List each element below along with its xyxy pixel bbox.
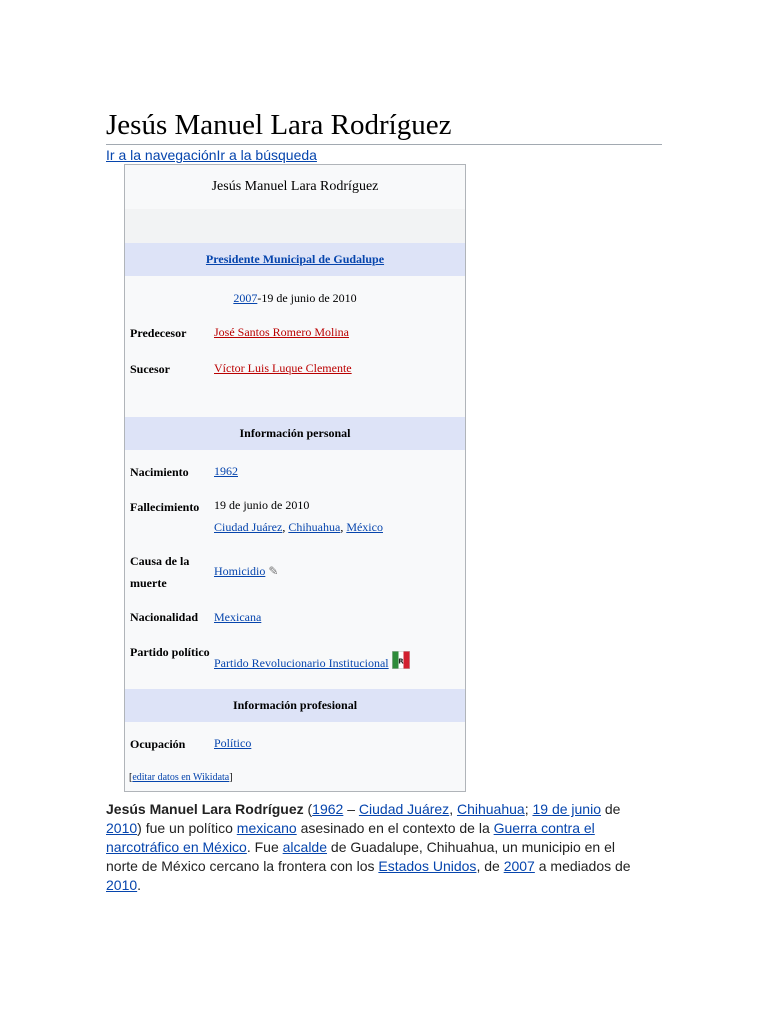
united-states-link[interactable]: Estados Unidos	[378, 858, 477, 874]
professional-info-header: Información profesional	[125, 689, 465, 722]
text: ;	[524, 801, 533, 817]
separator: ,	[282, 520, 289, 534]
death-city-link[interactable]: Ciudad Juárez	[214, 520, 283, 534]
birth-value	[214, 460, 238, 482]
cause-label: Causa de la muerte	[130, 554, 190, 590]
text: –	[343, 801, 359, 817]
wikidata-edit-link[interactable]: editar datos en Wikidata	[132, 772, 230, 783]
pri-logo-icon	[392, 651, 410, 669]
year-2010-link[interactable]: 2010	[106, 877, 138, 893]
text: ,	[449, 801, 457, 817]
page-title: Jesús Manuel Lara Rodríguez	[106, 108, 662, 145]
predecessor-link[interactable]: José Santos Romero Molina	[214, 325, 349, 339]
infobox-image-row	[125, 209, 465, 243]
occupation-label: Ocupación	[130, 737, 186, 751]
separator: ,	[340, 520, 347, 534]
birth-year-link[interactable]: 1962	[214, 464, 238, 478]
svg-text:R: R	[397, 657, 404, 666]
infobox-title: Jesús Manuel Lara Rodríguez	[125, 165, 465, 209]
mayor-link[interactable]: alcalde	[282, 839, 328, 855]
death-date: 19 de junio de 2010	[214, 498, 310, 512]
jump-links	[106, 147, 317, 163]
mexican-link[interactable]: mexicano	[236, 820, 297, 836]
nationality-value	[214, 606, 261, 628]
jump-to-search-link[interactable]: Ir a la búsqueda	[216, 147, 317, 163]
term-row	[125, 287, 465, 309]
infobox	[124, 164, 466, 792]
text: de	[601, 801, 621, 817]
text: . Fue	[246, 839, 283, 855]
birth-year-link[interactable]: 1962	[312, 801, 344, 817]
successor-link[interactable]: Víctor Luis Luque Clemente	[214, 361, 352, 375]
infobox-office-band	[125, 243, 465, 276]
nationality-label: Nacionalidad	[130, 610, 199, 624]
term-rest: -19 de junio de 2010	[257, 291, 357, 305]
text: ) fue un político	[137, 820, 237, 836]
wikidata-edit	[129, 771, 233, 785]
death-state-link[interactable]: Chihuahua	[288, 520, 341, 534]
text: asesinado en el contexto de la	[296, 820, 494, 836]
text: (	[303, 801, 313, 817]
predecessor-value	[214, 321, 349, 343]
death-label: Fallecimiento	[130, 500, 200, 514]
death-value	[214, 494, 383, 538]
party-link[interactable]: Partido Revolucionario Institucional	[214, 656, 389, 670]
death-country-link[interactable]: México	[346, 520, 383, 534]
cause-link[interactable]: Homicidio	[214, 564, 266, 578]
text: a mediados de	[534, 858, 631, 874]
nationality-link[interactable]: Mexicana	[214, 610, 262, 624]
occupation-value	[214, 732, 251, 754]
party-value	[214, 651, 410, 674]
bracket: [	[129, 772, 133, 783]
death-date-link[interactable]: 19 de junio	[532, 801, 601, 817]
city-link[interactable]: Ciudad Juárez	[358, 801, 450, 817]
drug-war-link[interactable]: Guerra contra el narcotráfico en México	[106, 820, 595, 855]
bracket: ]	[229, 772, 233, 783]
personal-info-header: Información personal	[125, 417, 465, 450]
predecessor-label: Predecesor	[130, 326, 187, 340]
text: , de	[476, 858, 504, 874]
office-link[interactable]: Presidente Municipal de Gudalupe	[205, 252, 385, 266]
successor-value	[214, 357, 352, 379]
subject-name: Jesús Manuel Lara Rodríguez	[106, 801, 304, 817]
successor-label: Sucesor	[130, 362, 170, 376]
death-year-link[interactable]: 2010	[106, 820, 138, 836]
state-link[interactable]: Chihuahua	[456, 801, 525, 817]
year-2007-link[interactable]: 2007	[503, 858, 535, 874]
death-place	[214, 516, 383, 538]
pencil-icon[interactable]: ✎	[268, 564, 279, 578]
party-label: Partido político	[130, 645, 210, 659]
occupation-link[interactable]: Político	[214, 736, 252, 750]
intro-paragraph	[106, 800, 646, 895]
text: de Guadalupe, Chihuahua, un municipio en el norte de México cercano la frontera con los	[106, 839, 615, 874]
term-start-link[interactable]: 2007	[233, 291, 258, 305]
cause-value	[214, 560, 278, 582]
birth-label: Nacimiento	[130, 465, 189, 479]
text: .	[137, 877, 142, 893]
jump-to-navigation-link[interactable]: Ir a la navegación	[106, 147, 217, 163]
